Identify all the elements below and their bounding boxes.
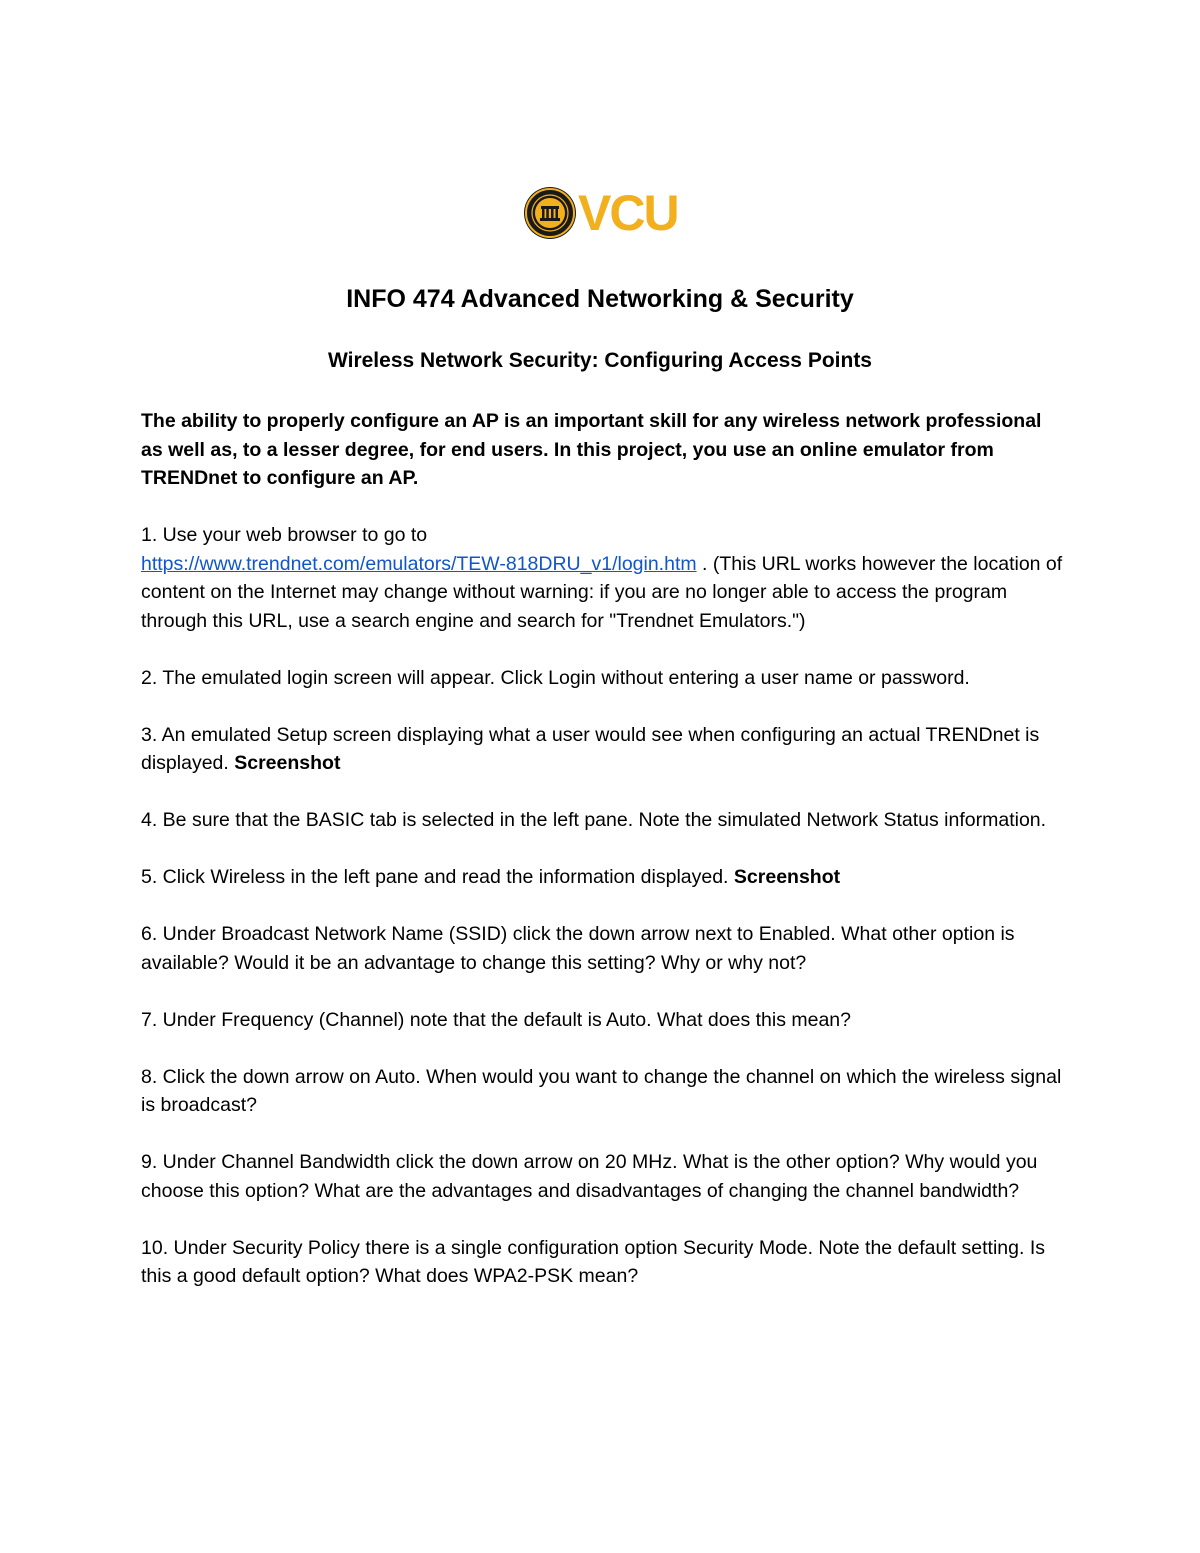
- document-title: INFO 474 Advanced Networking & Security: [346, 285, 854, 313]
- step-6-text: 6. Under Broadcast Network Name (SSID) click the down arrow next to Enabled. What other option is available? Would it be an advantage to change this setting? Why or why not?: [141, 923, 1015, 974]
- step-10-text: 10. Under Security Policy there is a single configuration option Security Mode. Note the default setting. Is this a good default option? What does WPA2-PSK mean?: [141, 1236, 1045, 1287]
- step-5-text: 5. Click Wireless in the left pane and read the information displayed.: [141, 866, 734, 888]
- step-10: [141, 1234, 1066, 1291]
- step-2: [141, 664, 1066, 693]
- step-4-text: 4. Be sure that the BASIC tab is selected in the left pane. Note the simulated Network Status information.: [141, 809, 1047, 831]
- document-subtitle: Wireless Network Security: Configuring Access Points: [327, 349, 872, 372]
- step-3: [141, 721, 1066, 778]
- step-6: [141, 920, 1066, 977]
- step-5: [141, 863, 1066, 892]
- document-body: [141, 407, 1066, 1319]
- logo-wordmark: VCU: [578, 185, 678, 241]
- step-1-continuation: . (This URL works however the location of content on the Internet may change without warning: if you are no longer able to access the program through this URL, use a search engine and search for "Trendnet Emulators."): [141, 552, 1063, 632]
- step-4: [141, 806, 1066, 835]
- vcu-logo: [524, 185, 684, 241]
- step-8-text: 8. Click the down arrow on Auto. When would you want to change the channel on which the wireless signal is broadcast?: [141, 1065, 1062, 1116]
- step-7: [141, 1006, 1066, 1035]
- university-seal-icon: [524, 187, 576, 239]
- step-5-screenshot-label: Screenshot: [733, 866, 841, 888]
- step-7-text: 7. Under Frequency (Channel) note that the default is Auto. What does this mean?: [141, 1008, 851, 1031]
- intro-paragraph: The ability to properly configure an AP is an important skill for any wireless network professional as well as, to a lesser degree, for end users. In this project, you use an online emulator from TRENDnet to configure an AP.: [141, 410, 1042, 489]
- step-8: [141, 1063, 1066, 1120]
- step-9: [141, 1148, 1066, 1205]
- emulator-link[interactable]: https://www.trendnet.com/emulators/TEW-818DRU_v1/login.htm: [141, 552, 697, 575]
- step-2-text: 2. The emulated login screen will appear. Click Login without entering a user name or password.: [141, 666, 970, 689]
- step-1: [141, 521, 1066, 635]
- step-3-text: 3. An emulated Setup screen displaying what a user would see when configuring an actual TRENDnet is displayed.: [141, 723, 1040, 774]
- step-3-screenshot-label: Screenshot: [234, 752, 341, 774]
- step-9-text: 9. Under Channel Bandwidth click the down arrow on 20 MHz. What is the other option? Why would you choose this option? What are the advantages and disadvantages of changing the channel bandwidth?: [141, 1151, 1038, 1202]
- step-1-text: 1. Use your web browser to go to: [141, 524, 428, 546]
